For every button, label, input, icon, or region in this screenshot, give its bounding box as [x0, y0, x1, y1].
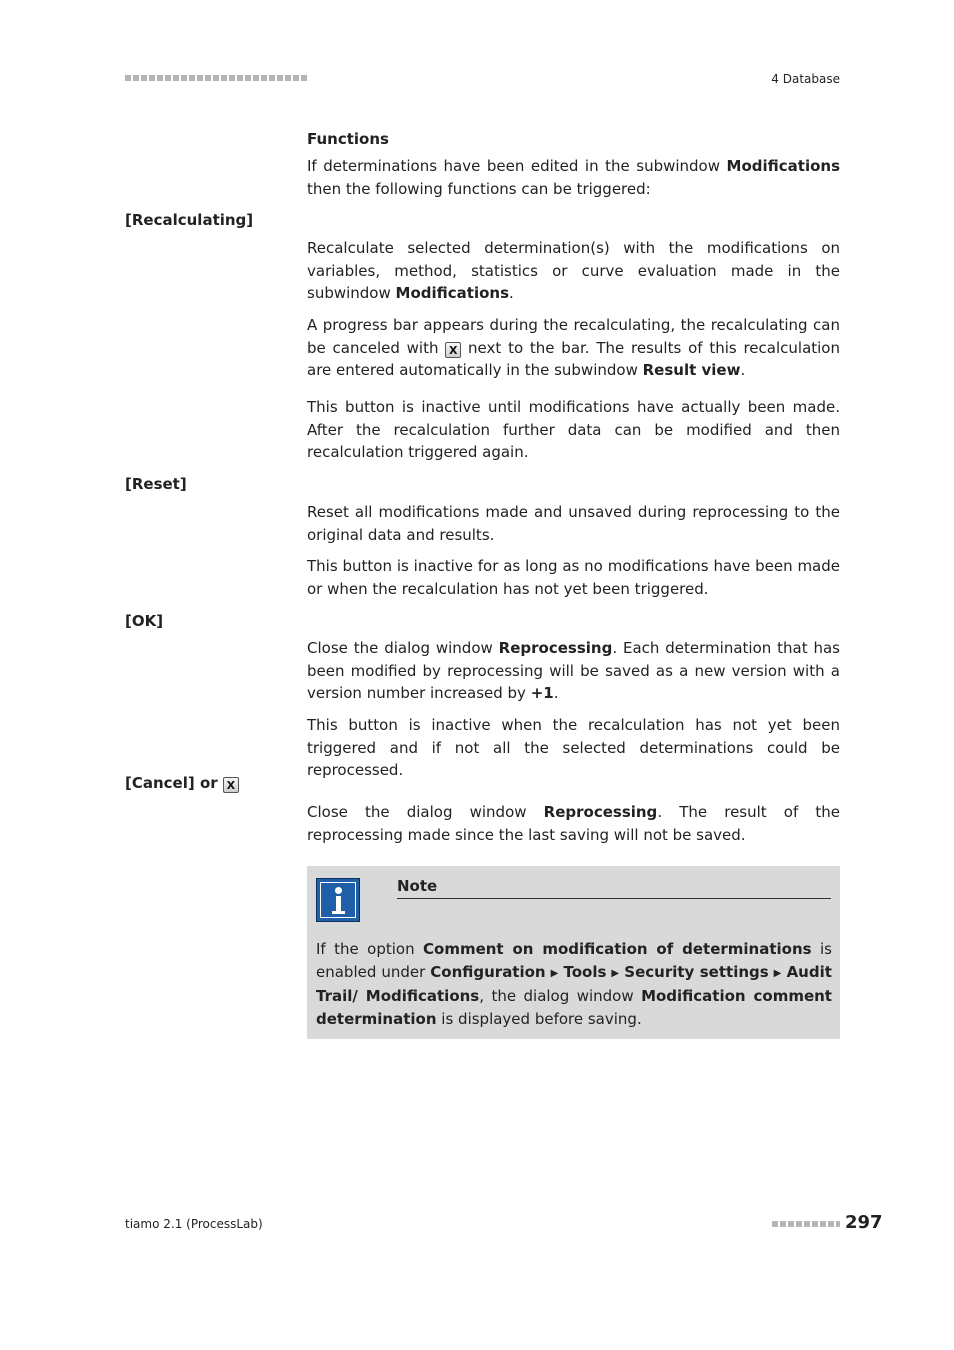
- recalculating-p1: Recalculate selected determination(s) with the modifications on variables, method, statistics or curve evaluation made in the subwindow Modifications.: [307, 239, 840, 302]
- reset-p1: Reset all modifications made and unsaved during reprocessing to the original data and results.: [307, 503, 840, 544]
- footer-decoration: [772, 1218, 840, 1230]
- cancel-p1: Close the dialog window Reprocessing. The result of the reprocessing made since the last saving will not be saved.: [307, 803, 840, 844]
- header-chapter: 4 Database: [771, 72, 840, 86]
- info-icon: [316, 878, 360, 922]
- arrow-right-icon: ▶: [550, 967, 559, 979]
- note-box: [307, 866, 840, 1039]
- ok-p2: This button is inactive when the recalculation has not yet been triggered and if not all the selected determinations could be reprocessed.: [307, 716, 840, 779]
- cancel-label: [Cancel] or X: [125, 772, 239, 795]
- recalculating-p3: This button is inactive until modifications have actually been made. After the recalculation further data can be modified and then recalculation triggered again.: [307, 398, 840, 461]
- reset-p2: This button is inactive for as long as no modifications have been made or when the recalculation has not yet been triggered.: [307, 557, 840, 598]
- footer-product: tiamo 2.1 (ProcessLab): [125, 1217, 263, 1231]
- ok-p1: Close the dialog window Reprocessing. Each determination that has been modified by reprocessing will be saved as a new version with a version number increased by +1.: [307, 639, 840, 702]
- arrow-right-icon: ▶: [611, 967, 620, 979]
- page-number: 297: [845, 1212, 883, 1233]
- note-divider: [397, 898, 831, 899]
- recalculating-label: [Recalculating]: [125, 211, 254, 229]
- note-title: Note: [397, 877, 438, 895]
- header-decoration: [125, 72, 307, 84]
- arrow-right-icon: ▶: [773, 967, 782, 979]
- functions-heading: Functions: [307, 130, 389, 148]
- reset-label: [Reset]: [125, 475, 187, 493]
- close-icon: X: [445, 342, 461, 358]
- close-icon: X: [223, 777, 239, 793]
- functions-intro: If determinations have been edited in the subwindow Modifications then the following functions can be triggered:: [307, 157, 840, 198]
- recalculating-p2: A progress bar appears during the recalculating, the recalculating can be canceled with X next to the bar. The results of this recalculation are entered automatically in the subwindow Result view.: [307, 316, 840, 379]
- note-text: If the option Comment on modification of determinations is enabled under Configuration ▶ Tools ▶ Security settings ▶ Audit Trail/ Modifications, the dialog window Modification comment determination is displayed before saving.: [316, 940, 832, 1028]
- ok-label: [OK]: [125, 612, 164, 630]
